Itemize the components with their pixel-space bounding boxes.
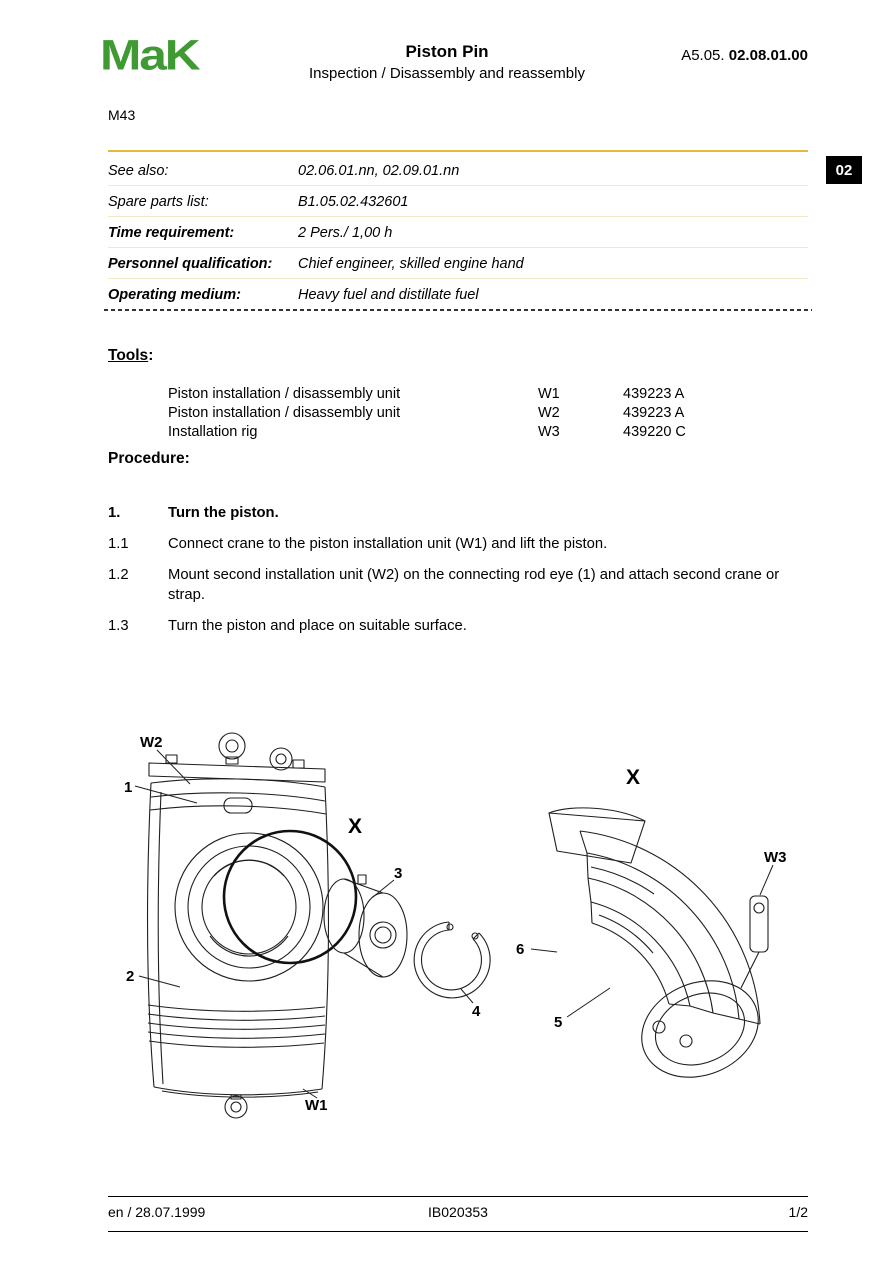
figure-label-x-right: X (626, 766, 641, 789)
tool-row (168, 404, 686, 423)
step-number: 1.2 (108, 567, 129, 583)
info-label: Spare parts list: (108, 194, 209, 210)
tool-code: W1 (538, 386, 560, 402)
figure-label-w2: W2 (140, 734, 163, 751)
figure-label-3: 3 (394, 865, 403, 882)
procedure-steps (108, 503, 813, 647)
info-label: Personnel qualification: (108, 256, 273, 272)
document-reference (681, 47, 808, 64)
page-subtitle: Inspection / Disassembly and reassembly (309, 65, 585, 82)
info-row-spare-parts (108, 186, 808, 217)
piston-figure-svg (0, 700, 894, 1155)
detail-x-drawing (549, 808, 773, 1094)
info-value: B1.05.02.432601 (298, 194, 409, 210)
info-row-personnel (108, 248, 808, 279)
info-table (108, 155, 808, 309)
step-text: Mount second installation unit (W2) on the connecting rod eye (1) and attach second crane or strap. (168, 567, 780, 603)
step-text: Turn the piston and place on suitable surface. (168, 618, 467, 634)
tool-number: 439223 A (623, 405, 685, 421)
tool-number: 439223 A (623, 386, 685, 402)
footer-language-date: en / 28.07.1999 (108, 1204, 206, 1220)
footer-rule-top (108, 1196, 808, 1197)
figure-label-x-left: X (348, 815, 363, 838)
tools-heading-colon: : (148, 347, 154, 364)
document-reference-number: 02.08.01.00 (728, 47, 808, 64)
figure-label-4: 4 (472, 1003, 481, 1020)
procedure-step (108, 565, 813, 605)
procedure-step (108, 534, 813, 554)
footer-page-number: 1/2 (788, 1204, 808, 1220)
info-row-see-also (108, 155, 808, 186)
bearing-bush-part3 (324, 875, 407, 977)
step-number: 1. (108, 505, 121, 521)
mak-logo-text: MaK (100, 30, 199, 79)
technical-illustration (0, 700, 894, 1160)
tool-number: 439220 C (623, 424, 686, 440)
yellow-divider (108, 150, 808, 152)
info-value: 2 Pers./ 1,00 h (298, 225, 393, 241)
tool-name: Piston installation / disassembly unit (168, 405, 401, 421)
tool-name: Piston installation / disassembly unit (168, 386, 401, 402)
tool-code: W2 (538, 405, 560, 421)
info-label: Operating medium: (108, 287, 241, 303)
footer-rule-bottom (108, 1231, 808, 1232)
tool-name: Installation rig (168, 424, 258, 440)
figure-label-1: 1 (124, 779, 133, 796)
footer-document-id: IB020353 (428, 1204, 488, 1220)
document-reference-prefix: A5.05. (681, 47, 725, 64)
circlip-part4 (414, 922, 490, 998)
info-row-time-requirement (108, 217, 808, 248)
figure-label-5: 5 (554, 1014, 563, 1031)
info-value: Heavy fuel and distillate fuel (298, 287, 479, 303)
info-value: Chief engineer, skilled engine hand (298, 256, 524, 272)
step-text: Turn the piston. (168, 505, 279, 521)
tools-heading (108, 347, 153, 365)
tool-code: W3 (538, 424, 560, 440)
figure-label-2: 2 (126, 968, 135, 985)
engine-model: M43 (108, 107, 136, 123)
info-label: Time requirement: (108, 225, 235, 241)
tool-row (168, 423, 686, 442)
procedure-step (108, 503, 813, 523)
tools-heading-label: Tools (108, 347, 149, 364)
figure-label-6: 6 (516, 941, 525, 958)
step-number: 1.1 (108, 536, 129, 552)
info-label: See also: (108, 163, 169, 179)
chapter-tab: 02 (826, 156, 862, 184)
tool-row (168, 385, 686, 404)
info-row-operating-medium (108, 279, 808, 309)
info-value: 02.06.01.nn, 02.09.01.nn (298, 163, 460, 179)
footer (108, 1204, 808, 1220)
tools-table (168, 385, 686, 442)
page-title: Piston Pin (405, 42, 489, 61)
procedure-step (108, 616, 813, 636)
detail-circle-x (224, 831, 356, 963)
piston-assembly-drawing (148, 733, 329, 1118)
figure-label-w3: W3 (764, 849, 787, 866)
step-number: 1.3 (108, 618, 129, 634)
procedure-heading: Procedure: (108, 450, 190, 467)
figure-label-w1: W1 (305, 1097, 328, 1114)
dashed-divider (104, 309, 812, 311)
step-text: Connect crane to the piston installation unit (W1) and lift the piston. (168, 536, 608, 552)
